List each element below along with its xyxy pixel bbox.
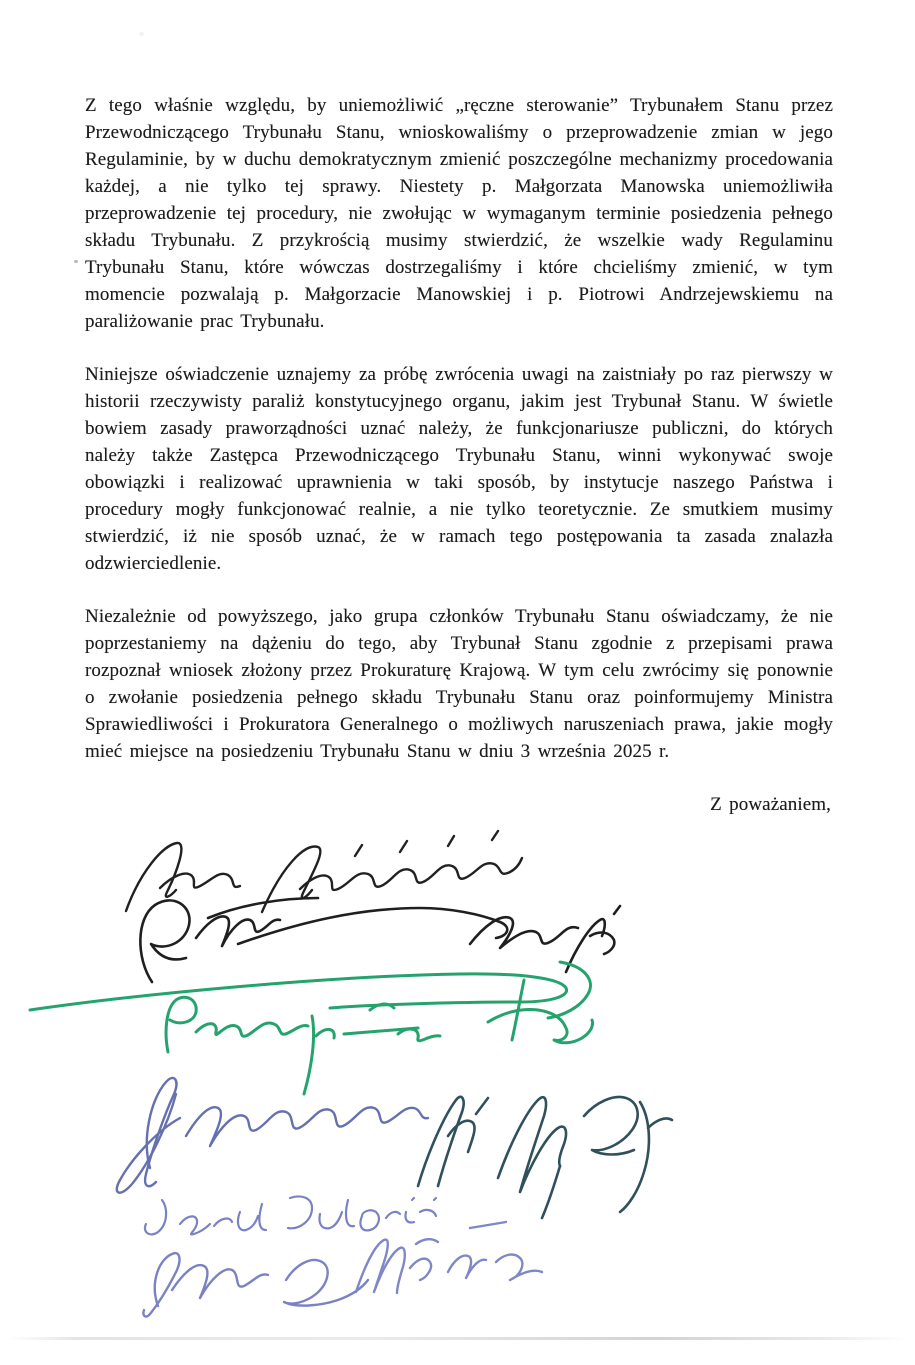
handwritten-signature-7-icon	[143, 1253, 368, 1316]
handwritten-signature-5-icon	[418, 1097, 672, 1218]
handwritten-signature-4-icon	[117, 1078, 428, 1193]
handwritten-signature-2-icon	[140, 898, 620, 982]
letter-paragraph-3: Niezależnie od powyższego, jako grupa członków Trybunału Stanu oświadczamy, że nie poprzestaniemy na dążeniu do tego, aby Trybunał Stanu zgodnie z przepisami prawa rozpoznał wniosek złożony przez Prokuraturę Krajową. W tym celu zwrócimy się ponownie o zwołanie posiedzenia pełnego składu Trybunału Stanu oraz poinformujemy Ministra Sprawiedliwości i Prokuratora Generalnego o możliwych naruszeniach prawa, jakie mogły mieć miejsce na posiedzeniu Trybunału Stanu w dniu 3 września 2025 r.	[85, 606, 833, 762]
letter-body	[85, 92, 833, 844]
letter-paragraph-2: Niniejsze oświadczenie uznajemy za próbę zwrócenia uwagi na zaistniały po raz pierwszy w historii rzeczywisty paraliż konstytucyjnego organu, jakim jest Trybunał Stanu. W świetle bowiem zasady praworządności uznać należy, że funkcjonariusze publiczni, do których należy także Zastępca Przewodniczącego Trybunału Stanu, winni wykonywać swoje obowiązki i realizować uprawnienia w taki sposób, by instytucje naszego Państwa i procedury mogły funkcjonować realnie, a nie tylko teoretycznie. Ze smutkiem musimy stwierdzić, iż nie sposób uznać, że w ramach tego postępowania ta zasada znalazła odzwierciedlenie.	[85, 364, 833, 574]
handwritten-signature-8-icon	[356, 1222, 542, 1293]
scan-speck	[74, 260, 78, 263]
signatures-block	[0, 820, 915, 1365]
handwritten-signature-1-icon	[126, 831, 522, 912]
scan-speck	[139, 32, 144, 36]
scan-edge-line	[8, 1337, 909, 1340]
handwritten-signature-6-icon	[145, 1196, 436, 1234]
letter-paragraph-1: Z tego właśnie względu, by uniemożliwić „ręczne sterowanie” Trybunałem Stanu przez Przewodniczącego Trybunału Stanu, wnioskowaliśmy o przeprowadzenie zmian w jego Regulaminie, by w duchu demokratycznym zmienić poszczególne mechanizmy procedowania każdej, a nie tylko tej sprawy. Niestety p. Małgorzata Manowska uniemożliwiła przeprowadzenie tej procedury, nie zwołując w wymaganym terminie posiedzenia pełnego składu Trybunału. Z przykrością musimy stwierdzić, że wszelkie wady Regulaminu Trybunału Stanu, które wówczas dostrzegaliśmy i które chcieliśmy zmienić, w tym momencie pozwalają p. Małgorzacie Manowskiej i p. Piotrowi Andrzejewskiemu na paraliżowanie prac Trybunału.	[85, 95, 833, 332]
letter-closing: Z poważaniem,	[710, 794, 831, 815]
handwritten-signature-3-icon	[30, 962, 593, 1094]
